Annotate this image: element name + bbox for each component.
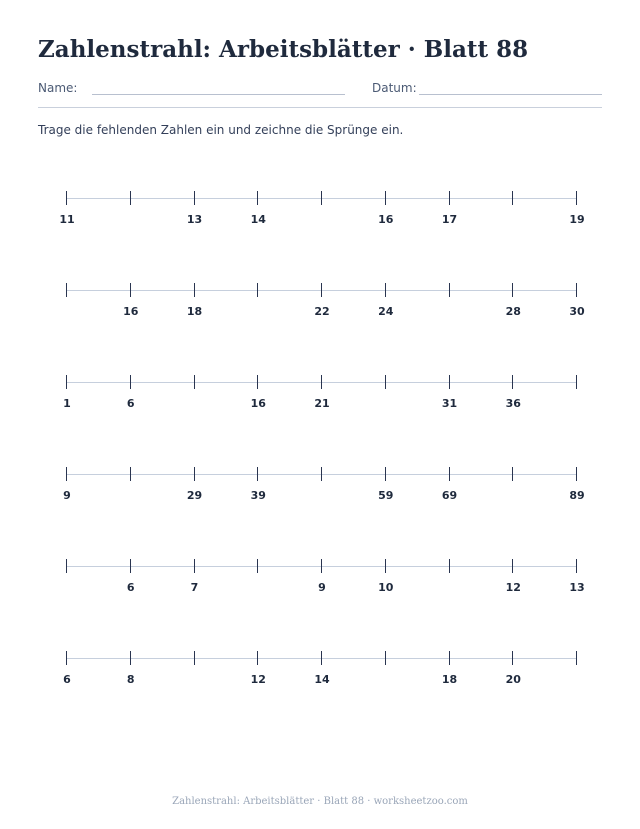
tick-label: 13 (186, 213, 203, 226)
tick-label: 1 (63, 397, 71, 410)
tick-mark (449, 467, 450, 481)
tick-label: 30 (569, 305, 585, 318)
tick-label: 18 (186, 305, 203, 318)
tick-mark (449, 559, 450, 573)
tick-mark (512, 283, 513, 297)
tick-mark (512, 375, 513, 389)
tick-mark (576, 375, 577, 389)
number-line (0, 464, 640, 504)
tick-mark (385, 467, 386, 481)
tick-mark (66, 559, 67, 573)
page-title: Zahlenstrahl: Arbeitsblätter · Blatt 88 (38, 36, 529, 63)
page-footer: Zahlenstrahl: Arbeitsblätter · Blatt 88 · worksheetzoo.com (172, 796, 468, 807)
tick-mark (576, 283, 577, 297)
tick-mark (321, 191, 322, 205)
tick-label: 6 (126, 397, 135, 410)
name-field[interactable] (92, 94, 345, 95)
tick-label: 6 (126, 581, 135, 594)
tick-label: 59 (378, 489, 394, 502)
tick-mark (576, 467, 577, 481)
tick-mark (194, 651, 195, 665)
tick-mark (321, 467, 322, 481)
tick-label: 12 (250, 673, 266, 686)
tick-label: 31 (441, 397, 458, 410)
number-line (0, 280, 640, 320)
tick-label: 16 (378, 213, 394, 226)
tick-mark (194, 283, 195, 297)
tick-mark (130, 375, 131, 389)
date-label: Datum: (372, 81, 417, 95)
number-line-axis (67, 474, 577, 475)
name-label: Name: (38, 81, 78, 95)
tick-label: 9 (318, 581, 326, 594)
tick-mark (512, 559, 513, 573)
tick-mark (130, 467, 131, 481)
tick-label: 13 (569, 581, 585, 594)
tick-label: 12 (505, 581, 521, 594)
tick-mark (257, 283, 258, 297)
number-line (0, 556, 640, 596)
tick-mark (385, 651, 386, 665)
tick-mark (257, 467, 258, 481)
tick-label: 7 (190, 581, 199, 594)
header-divider (38, 107, 602, 108)
number-line (0, 188, 640, 228)
tick-mark (194, 467, 195, 481)
tick-label: 14 (250, 213, 266, 226)
tick-label: 36 (505, 397, 521, 410)
number-line-axis (67, 382, 577, 383)
tick-mark (66, 467, 67, 481)
tick-mark (449, 191, 450, 205)
tick-mark (130, 191, 131, 205)
tick-mark (321, 375, 322, 389)
tick-label: 19 (569, 213, 585, 226)
tick-mark (194, 191, 195, 205)
tick-label: 16 (123, 305, 139, 318)
tick-label: 8 (126, 673, 135, 686)
number-line-axis (67, 290, 577, 291)
tick-label: 17 (441, 213, 458, 226)
tick-mark (130, 651, 131, 665)
tick-label: 89 (569, 489, 585, 502)
tick-mark (321, 559, 322, 573)
tick-label: 18 (441, 673, 458, 686)
number-line (0, 648, 640, 688)
tick-mark (449, 651, 450, 665)
tick-mark (321, 283, 322, 297)
tick-mark (66, 191, 67, 205)
tick-mark (194, 375, 195, 389)
tick-label: 22 (314, 305, 330, 318)
number-line (0, 372, 640, 412)
tick-mark (512, 467, 513, 481)
tick-label: 14 (314, 673, 330, 686)
tick-mark (321, 651, 322, 665)
number-line-axis (67, 658, 577, 659)
tick-label: 28 (505, 305, 521, 318)
tick-label: 20 (505, 673, 521, 686)
tick-mark (66, 375, 67, 389)
tick-mark (385, 375, 386, 389)
instruction-text: Trage die fehlenden Zahlen ein und zeichne die Sprünge ein. (38, 123, 404, 137)
tick-label: 21 (314, 397, 330, 410)
tick-label: 10 (378, 581, 394, 594)
tick-label: 39 (250, 489, 266, 502)
tick-mark (66, 651, 67, 665)
tick-mark (576, 191, 577, 205)
tick-mark (257, 191, 258, 205)
tick-mark (130, 283, 131, 297)
tick-mark (576, 559, 577, 573)
tick-mark (385, 559, 386, 573)
tick-mark (512, 651, 513, 665)
tick-mark (130, 559, 131, 573)
number-line-axis (67, 566, 577, 567)
tick-mark (449, 375, 450, 389)
tick-label: 29 (186, 489, 203, 502)
tick-mark (66, 283, 67, 297)
tick-mark (257, 651, 258, 665)
tick-label: 6 (63, 673, 71, 686)
date-field[interactable] (419, 94, 602, 95)
tick-mark (194, 559, 195, 573)
tick-label: 24 (378, 305, 394, 318)
tick-mark (512, 191, 513, 205)
tick-label: 69 (441, 489, 458, 502)
tick-mark (257, 375, 258, 389)
tick-mark (576, 651, 577, 665)
tick-mark (385, 283, 386, 297)
tick-mark (449, 283, 450, 297)
number-line-axis (67, 198, 577, 199)
tick-label: 16 (250, 397, 266, 410)
tick-mark (257, 559, 258, 573)
tick-label: 11 (59, 213, 75, 226)
tick-mark (385, 191, 386, 205)
tick-label: 9 (63, 489, 71, 502)
